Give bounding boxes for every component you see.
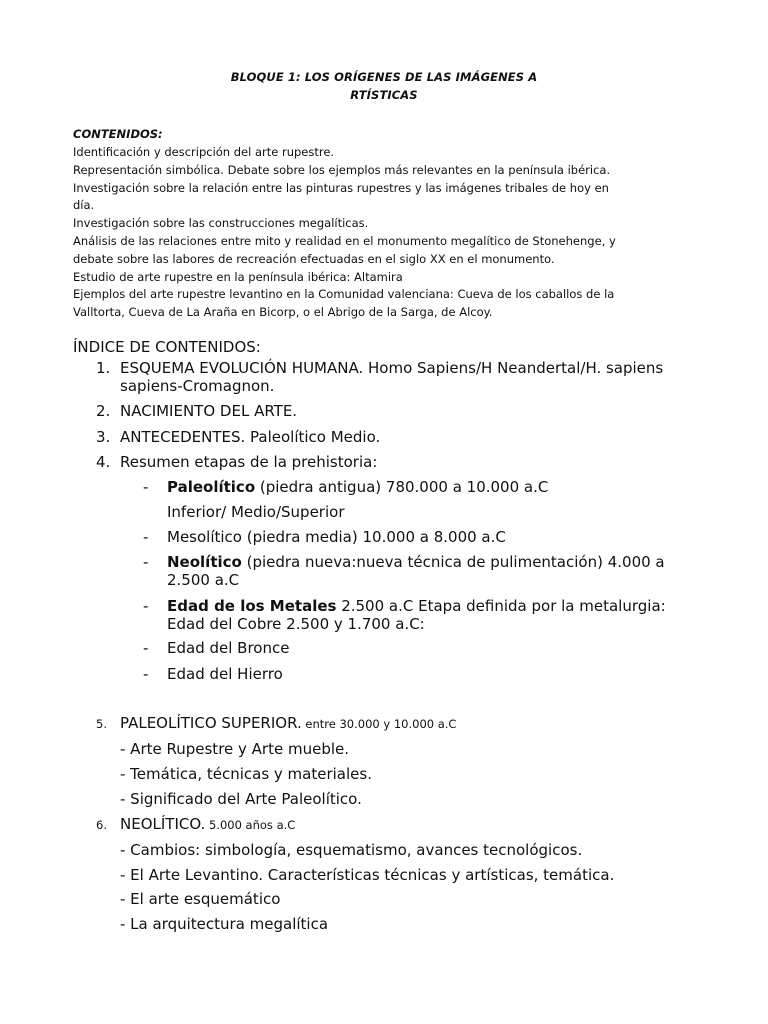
contenidos-line: Investigación sobre la relación entre las pinturas rupestres y las imágenes tribales de hoy en — [73, 180, 609, 195]
item6-sub: - El Arte Levantino. Características técnicas y artísticas, temática. — [120, 866, 615, 884]
item5-sub: - Arte Rupestre y Arte mueble. — [120, 740, 350, 758]
sub-item-bronce: Edad del Bronce — [167, 639, 290, 657]
list-number: 1. — [96, 359, 111, 377]
dash-bullet: - — [143, 553, 149, 571]
metales-desc: 2.500 a.C Etapa definida por la metalurgia: — [336, 597, 666, 615]
index-item-1-cont: sapiens-Cromagnon. — [120, 377, 275, 395]
dash-bullet: - — [143, 665, 149, 683]
contenidos-line: Ejemplos del arte rupestre levantino en la Comunidad valenciana: Cueva de los caballos de la — [73, 287, 615, 302]
item5-title: PALEOLÍTICO SUPERIOR. — [120, 714, 302, 732]
sub-item-hierro: Edad del Hierro — [167, 665, 283, 683]
contenidos-line: Estudio de arte rupestre en la península ibérica: Altamira — [73, 269, 403, 284]
neolitico-desc: (piedra nueva:nueva técnica de pulimentación) 4.000 a — [241, 553, 665, 571]
list-number: 3. — [96, 428, 111, 446]
dash-bullet: - — [143, 639, 149, 657]
sub-item-paleolitico — [167, 478, 548, 496]
contenidos-line: Identificación y descripción del arte rupestre. — [73, 145, 335, 159]
index-item-3: ANTECEDENTES. Paleolítico Medio. — [120, 428, 381, 446]
contenidos-line: Representación simbólica. Debate sobre los ejemplos más relevantes en la península ibérica. — [73, 162, 611, 177]
contenidos-line: debate sobre las labores de recreación efectuadas en el siglo XX en el monumento. — [73, 251, 555, 266]
item5-sub: - Significado del Arte Paleolítico. — [120, 790, 362, 808]
list-number: 2. — [96, 402, 111, 420]
sub-item-metales — [167, 597, 666, 615]
contenidos-line: Análisis de las relaciones entre mito y realidad en el monumento megalítico de Stonehenge, y — [73, 233, 616, 248]
list-number: 5. — [96, 717, 107, 731]
index-item-2: NACIMIENTO DEL ARTE. — [120, 402, 298, 420]
sub-item-paleolitico-periods: Inferior/ Medio/Superior — [167, 503, 345, 521]
paleolitico-desc: (piedra antigua) 780.000 a 10.000 a.C — [255, 478, 549, 496]
metales-label: Edad de los Metales — [167, 597, 337, 615]
index-item-5 — [120, 714, 456, 733]
contenidos-heading: CONTENIDOS: — [73, 127, 163, 141]
contenidos-list — [73, 144, 693, 322]
index-item-4: Resumen etapas de la prehistoria: — [120, 453, 378, 471]
dash-bullet: - — [143, 478, 149, 496]
document-title-line1: BLOQUE 1: LOS ORÍGENES DE LAS IMÁGENES A — [230, 70, 538, 84]
dash-bullet: - — [143, 597, 149, 615]
index-title: ÍNDICE DE CONTENIDOS: — [73, 338, 261, 356]
paleolitico-label: Paleolítico — [167, 478, 256, 496]
item6-sub: - La arquitectura megalítica — [120, 915, 329, 933]
sub-item-neolitico-cont: 2.500 a.C — [167, 571, 240, 589]
list-number: 6. — [96, 818, 107, 832]
sub-item-metales-cont: Edad del Cobre 2.500 y 1.700 a.C: — [167, 615, 425, 633]
sub-item-neolitico — [167, 553, 665, 571]
item5-dates: entre 30.000 y 10.000 a.C — [301, 717, 457, 731]
contenidos-line: día. — [73, 198, 95, 213]
document-title-line2: RTÍSTICAS — [350, 88, 418, 102]
index-item-1: ESQUEMA EVOLUCIÓN HUMANA. Homo Sapiens/H Neandertal/H. sapiens — [120, 359, 664, 377]
item6-sub: - Cambios: simbología, esquematismo, avances tecnológicos. — [120, 841, 583, 859]
index-item-6 — [120, 815, 295, 834]
item5-sub: - Temática, técnicas y materiales. — [120, 765, 372, 783]
dash-bullet: - — [143, 528, 149, 546]
contenidos-line: Valltorta, Cueva de La Araña en Bicorp, o el Abrigo de la Sarga, de Alcoy. — [73, 305, 493, 320]
list-number: 4. — [96, 453, 111, 471]
item6-title: NEOLÍTICO. — [120, 815, 206, 833]
sub-item-mesolitico: Mesolítico (piedra media) 10.000 a 8.000 a.C — [167, 528, 506, 546]
neolitico-label: Neolítico — [167, 553, 242, 571]
item6-dates: 5.000 años a.C — [205, 818, 296, 832]
contenidos-line: Investigación sobre las construcciones megalíticas. — [73, 216, 369, 231]
item6-sub: - El arte esquemático — [120, 890, 281, 908]
